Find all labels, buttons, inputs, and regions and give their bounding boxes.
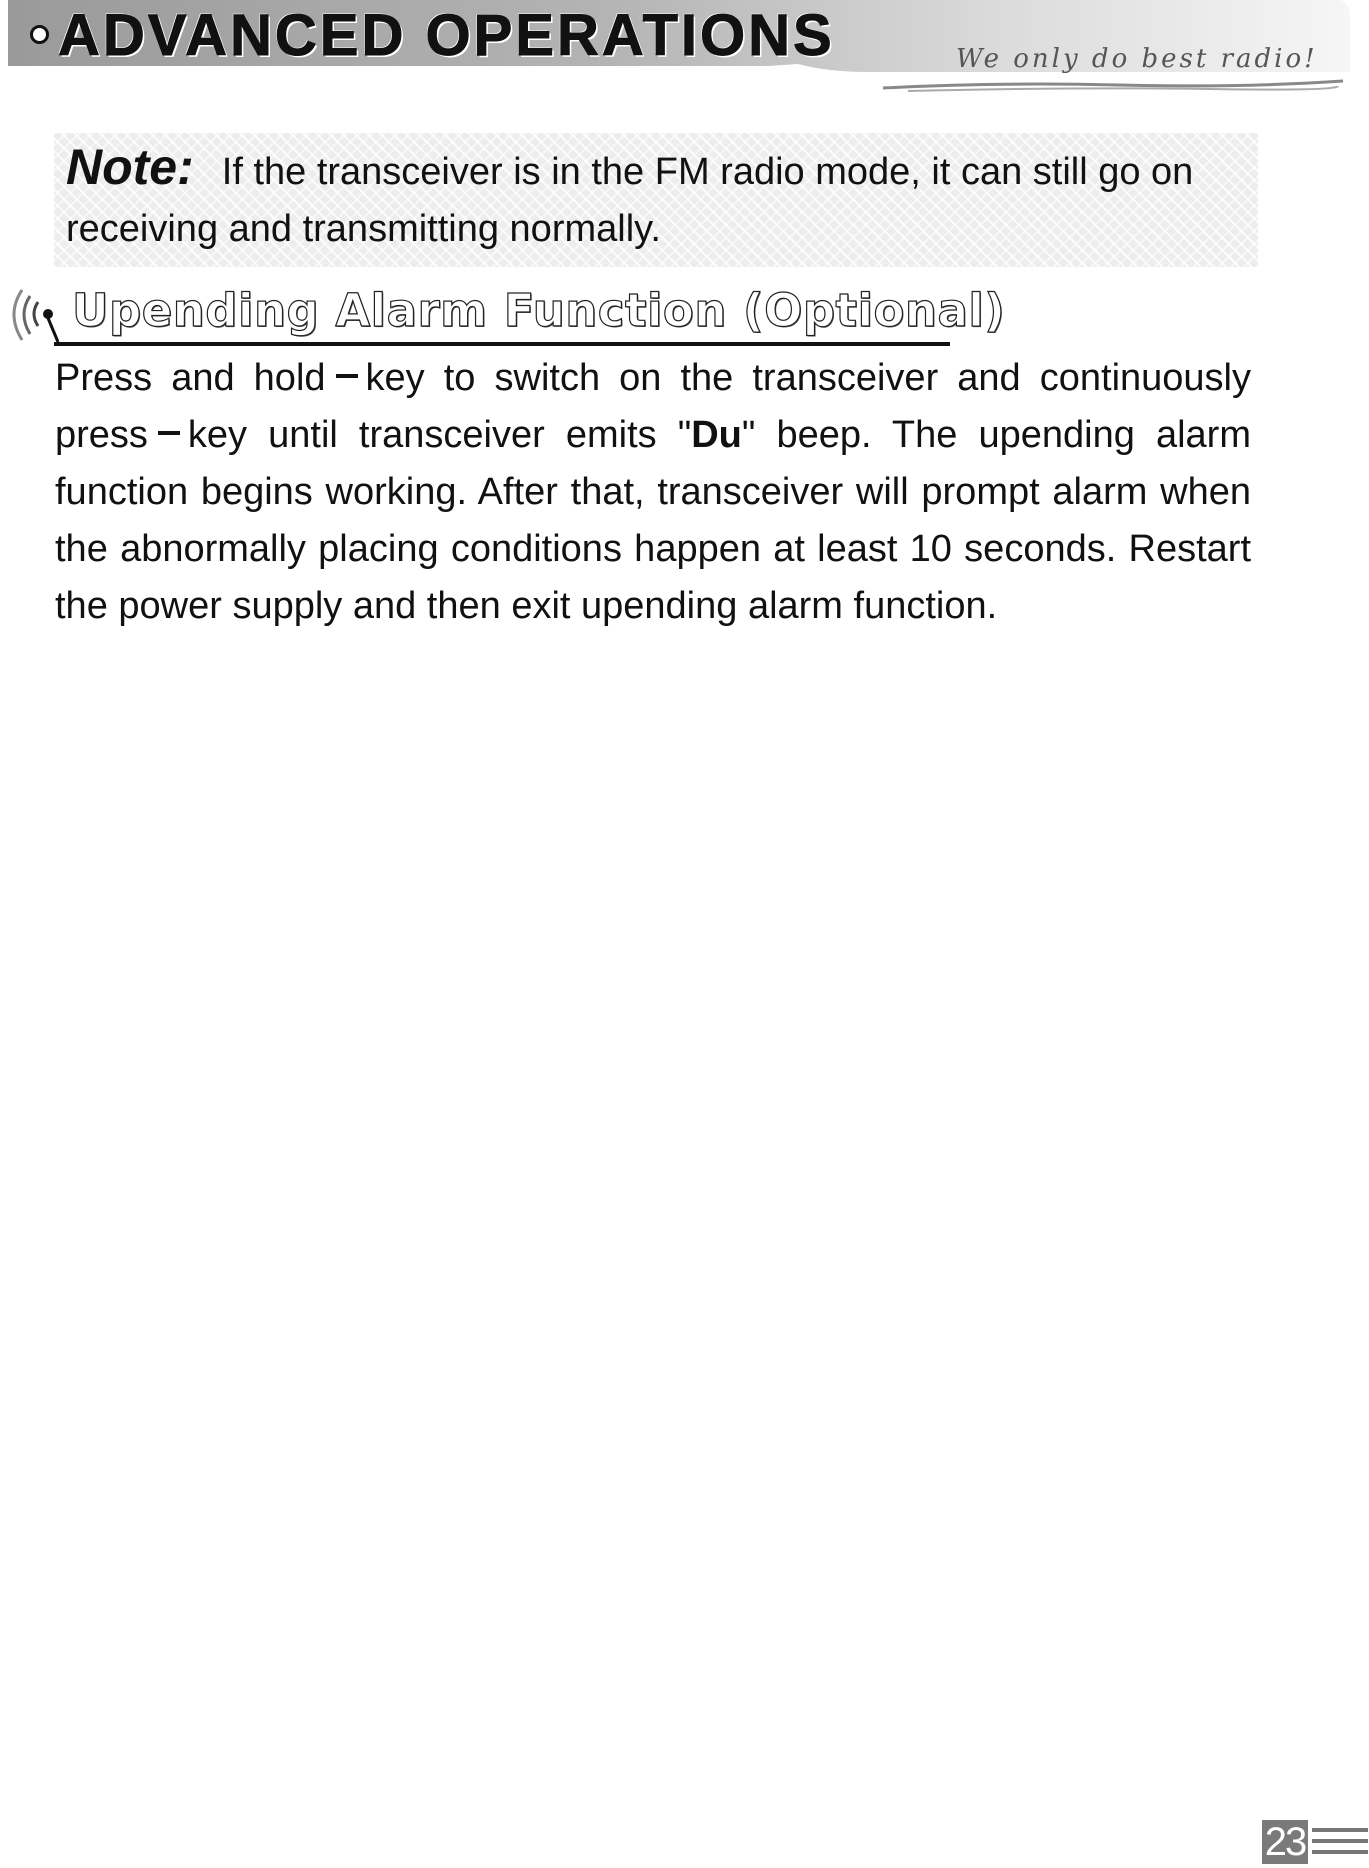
page-header [8,0,1350,104]
dash-key-icon [336,374,358,378]
body-text-part4: " beep. The upending alarm function begins working. After that, transceiver will prompt alarm when the abnormally placing conditions happen at least 10 seconds. Restart the power supply and then exit upending alarm function. [55,414,1251,627]
note-box [54,133,1258,267]
decorative-line [1312,1828,1368,1832]
decorative-line [1312,1839,1368,1843]
section-heading [0,278,1006,350]
body-paragraph [55,350,1251,635]
section-title: Upending Alarm Function (Optional) [72,284,1006,337]
note-text: If the transceiver is in the FM radio mode, it can still go on receiving and transmitting normally. [66,151,1194,250]
body-text-part3: key until transceiver emits " [187,414,692,456]
section-underline [54,342,950,346]
page-title: ADVANCED OPERATIONS [58,3,835,68]
header-bullet-icon [30,25,49,44]
radio-waves-icon [2,278,64,350]
slogan-brush-stroke [878,78,1348,94]
slogan: We only do best radio! [956,44,1318,74]
body-text-part1: Press and hold [55,357,326,399]
body-text-bold: Du [691,414,742,456]
decorative-line [1312,1850,1368,1854]
page-number: 23 [1264,1820,1306,1864]
body-text-part2: key to switch on the transceiver and continuously press [55,357,1252,456]
page-number-lines [1312,1828,1368,1858]
dash-key-icon [158,431,180,435]
note-content [66,139,1252,258]
note-label: Note: [66,139,194,195]
page-number-box [1262,1820,1308,1864]
